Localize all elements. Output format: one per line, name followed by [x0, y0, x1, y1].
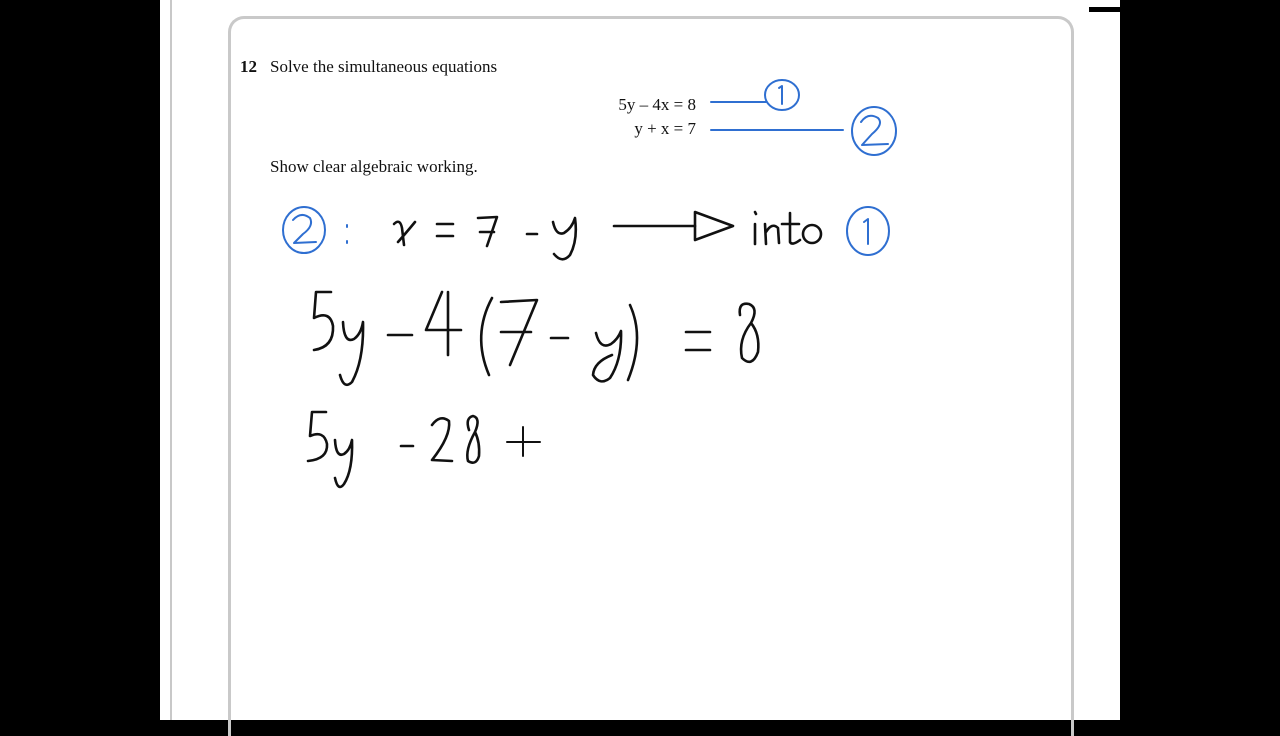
page-edge-line: [170, 0, 172, 720]
equation-2: y + x = 7: [634, 119, 696, 138]
top-right-mark: [1089, 7, 1120, 12]
question-number: 12: [240, 57, 257, 76]
equation-1: 5y – 4x = 8: [618, 95, 696, 114]
question-prompt: Solve the simultaneous equations: [270, 57, 498, 76]
instruction-text: Show clear algebraic working.: [270, 157, 478, 176]
